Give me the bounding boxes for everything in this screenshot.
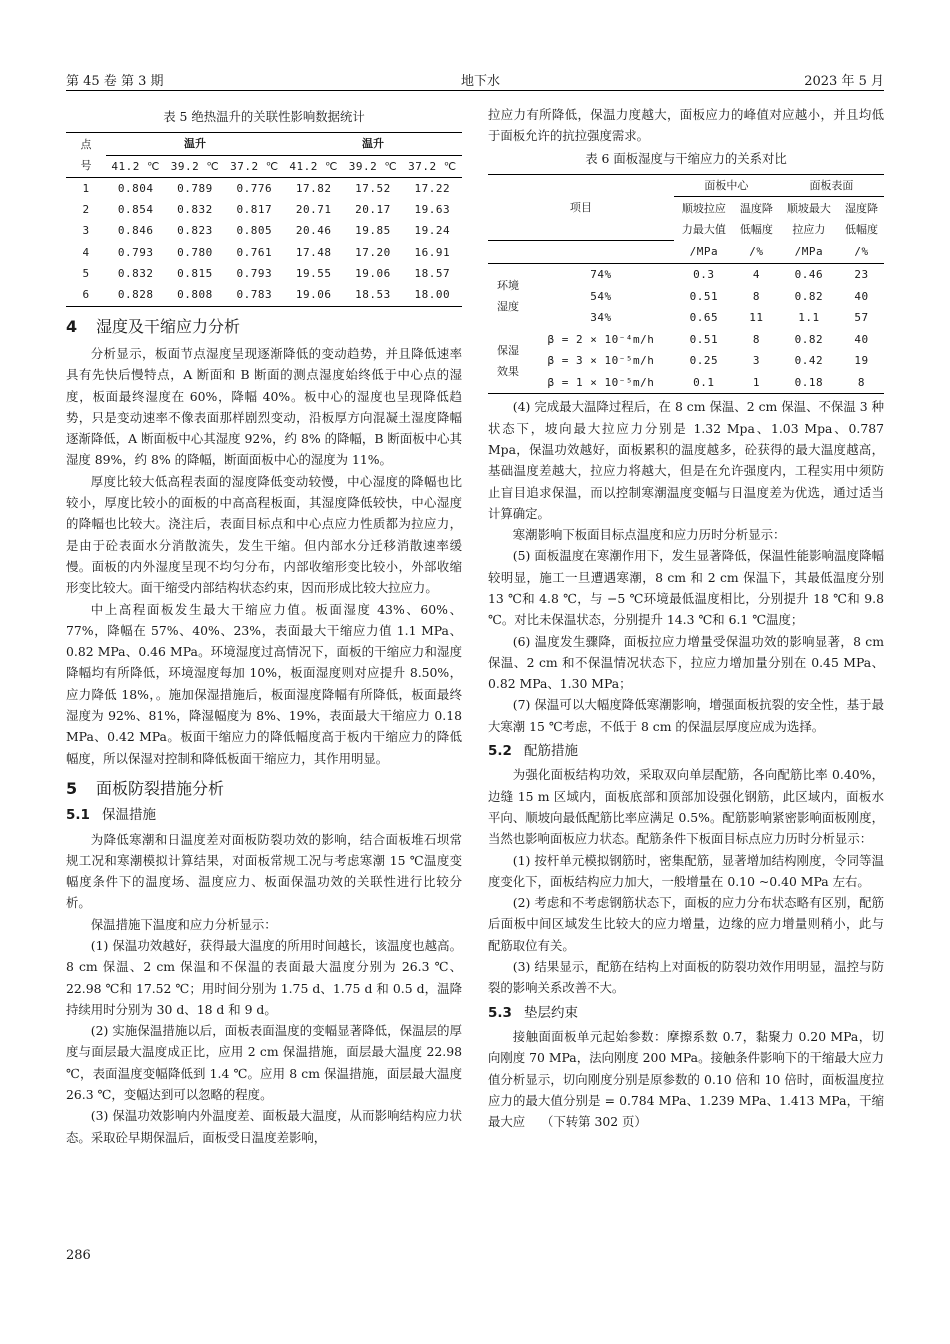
table6-cell: β = 1 × 10⁻⁵m/h [547, 375, 655, 389]
table6-cell: 0.46 [794, 267, 824, 281]
table6-sub2: 低幅度 [739, 223, 773, 237]
sec51-paragraph-5: (3) 保温功效影响内外温度差、面板最大温度，从而影响结构应力状态。采取砼早期保温后，面板受日温度差影响， [66, 1108, 462, 1145]
continued-paragraph: 拉应力有所降低，保温力度越大，面板应力的峰值对应越小，并且均低于面板允许的抗拉强度需求。 [488, 107, 884, 144]
table5-cell: 20.17 [355, 203, 391, 217]
sec53-paragraph-1: 接触面面板单元起始参数：摩擦系数 0.7，黏聚力 0.20 MPa，切向刚度 70 MPa，法向刚度 200 MPa。接触条件影响下的干缩最大应力值分析显示，切向刚度分别是原参数的 0.10 倍和 10 倍时，面板温度拉应力的最大值分别是 = 0.784 MPa、1.239 MPa、1.413 MPa，干缩最大应 （下转第 302 页） [488, 1028, 884, 1130]
table6-cell: 11 [749, 311, 764, 325]
table6-row [488, 285, 884, 307]
table6-cell: 0.51 [689, 332, 719, 346]
table6-sub: 湿度降 [844, 201, 878, 215]
sec51-paragraph-2: 保温措施下温度和应力分析显示： [90, 916, 277, 932]
table6-cell: 0.18 [794, 375, 824, 389]
table6-cell: 1 [752, 375, 760, 389]
sec52-paragraph-1: 为强化面板结构功效，采取双向单层配筋，各向配筋比率 0.40%，边缝 15 m 区域内，面板底部和顶部加设强化钢筋，此区域内，面板水平向、顺坡向最低配筋比率应满足 0.5%。配筋影响紧密影响面板刚度，当然也影响面板应力状态。配筋条件下板面目标点应力历时分析显示： [488, 767, 884, 847]
table5-temp: 37.2 ℃ [230, 159, 279, 173]
continued-note: （下转第 302 页） [540, 1114, 647, 1130]
table5-cell: 0.817 [236, 203, 273, 217]
table6-cell: β = 3 × 10⁻⁵m/h [547, 354, 655, 368]
table6-unit: /MPa [794, 245, 824, 259]
table6-sub: 温度降 [739, 201, 773, 215]
table5-cell: 0.808 [177, 288, 213, 302]
right-column [488, 104, 884, 1132]
page-number: 286 [66, 1248, 91, 1263]
table5-cell: 4 [82, 245, 90, 259]
table5-group2: 温升 [284, 133, 462, 155]
table6-cell: 23 [854, 267, 869, 281]
table6-sub: 顺坡拉应 [681, 201, 726, 215]
table6-cell: 0.51 [689, 289, 719, 303]
table6-cell: 40 [854, 289, 869, 303]
table5-cell: 19.06 [355, 267, 391, 281]
table5-group1: 温升 [106, 133, 284, 155]
running-header [66, 70, 884, 91]
table6 [488, 174, 884, 394]
section-5-3-heading: 5.3 垫层约束 [488, 1004, 578, 1021]
table5-cell: 0.832 [117, 267, 154, 281]
table6-caption: 表 6 面板湿度与干缩应力的关系对比 [585, 150, 787, 166]
header-volume: 第 45 卷 第 3 期 [66, 74, 164, 89]
table5-cell: 0.789 [177, 181, 213, 195]
table6-cell: 8 [857, 375, 866, 389]
table5-caption: 表 5 绝热温升的关联性影响数据统计 [163, 109, 365, 124]
table6-row [488, 329, 884, 351]
sec51-paragraph-6: (4) 完成最大温降过程后，在 8 cm 保温、2 cm 保温、不保温 3 种状态下，坡向最大拉应力分别是 1.32 Mpa、1.03 Mpa、0.787 Mpa，保温功效越好，面板累积的温度越多，砼获得的最大温度越高，基础温度差越大，拉应力将越大，但是在允许强度内，工程实用中须防止盲目追求保温，而以控制寒潮温度变幅与日温度差为优选，通过适当计算确定。 [488, 399, 884, 521]
table5-head-point: 点 [80, 137, 92, 151]
table6-cell: 74% [590, 267, 612, 281]
table5-cell: 19.55 [295, 267, 332, 281]
header-date: 2023 年 5 月 [804, 74, 884, 89]
table5-cell: 3 [82, 224, 90, 238]
table5-cell: 19.85 [355, 224, 391, 238]
table5-cell: 6 [82, 288, 90, 302]
table6-cell: 0.3 [693, 267, 715, 281]
table5-cell: 0.823 [177, 224, 213, 238]
table5-cell: 0.776 [236, 181, 273, 195]
table6-cell: 57 [854, 311, 869, 325]
section-5-2-heading: 5.2 配筋措施 [488, 743, 578, 760]
sec51-paragraph-9: (7) 保温可以大幅度降低寒潮影响，增强面板抗裂的安全性，基于最大寒潮 15 ℃考虑，不低于 8 cm 的保温层厚度应成为选择。 [488, 697, 884, 734]
table5-cell: 17.82 [295, 181, 332, 195]
sec4-paragraph-2: 厚度比较大低高程表面的湿度降低变动较慢，中心湿度的降幅也比较小，厚度比较小的面板的中高高程板面，其湿度降低较快，中心湿度的降幅也比较大。浇注后，表面目标点和中心点应力性质都为拉应力，是由于砼表面水分消散流失，发生干缩。但内部水分迁移消散速率缓慢。面板的内外湿度呈现不均匀分布，内部收缩形变比较小，外部收缩形变比较大。面干缩受内部结构状态约束，因而形成比较大拉应力。 [66, 473, 462, 596]
table6-cell: 8 [752, 289, 760, 303]
table5-cell: 2 [82, 203, 90, 217]
table6-group-center: 面板中心 [674, 174, 779, 197]
table5-cell: 0.828 [117, 288, 154, 302]
table6-group-label: 环境 湿度 [497, 278, 519, 314]
table5-cell: 0.793 [236, 267, 273, 281]
table6-cell: 40 [854, 332, 869, 346]
table5-cell: 19.63 [414, 203, 451, 217]
section-5-1-heading: 5.1 保温措施 [66, 807, 156, 824]
table6-unit: /% [854, 245, 869, 259]
sec51-paragraph-8: (6) 温度发生骤降，面板拉应力增量受保温功效的影响显著，8 cm 保温、2 cm 和不保温情况状态下，拉应力增加量分别在 0.45 MPa、0.82 MPa、1.30 MPa； [488, 633, 884, 692]
table5-cell: 0.832 [177, 203, 213, 217]
table5-row [66, 263, 462, 284]
table5-cell: 0.793 [117, 245, 154, 259]
table5-cell: 20.71 [295, 203, 332, 217]
table6-cell: 3 [752, 354, 760, 368]
table5-row [66, 177, 462, 199]
table5-cell: 0.846 [117, 224, 154, 238]
table5-cell: 19.06 [295, 288, 332, 302]
sec51-paragraph-3: (1) 保温功效越好，获得最大温度的所用时间越长，该温度也越高。8 cm 保温、2 cm 保温和不保温的表面最大温度分别为 26.3 ℃、22.98 ℃和 17.52 ℃；用时间分别为 1.75 d、1.75 d 和 0.5 d，温降持续用时分别为 30 d、18 d 和 9 d。 [66, 937, 462, 1017]
table5-cell: 19.24 [414, 224, 451, 238]
table6-cell: 0.1 [693, 375, 715, 389]
table5-cell: 18.00 [414, 288, 451, 302]
table5-cell: 0.805 [236, 224, 273, 238]
table5-cell: 5 [82, 267, 90, 281]
table6-group-label: 保湿 效果 [497, 343, 519, 378]
table5-temp: 41.2 ℃ [111, 159, 160, 173]
table6-item-head: 项目 [488, 174, 674, 240]
sec52-paragraph-4: (3) 结果显示，配筋在结构上对面板的防裂功效作用明显，温控与防裂的影响关系改善不大。 [488, 959, 884, 996]
table6-cell: 0.42 [794, 354, 824, 368]
table5-cell: 0.804 [117, 181, 154, 195]
table5-row [66, 199, 462, 220]
table5-cell: 0.783 [236, 288, 273, 302]
table6-cell: 4 [752, 267, 760, 281]
sec4-paragraph-3: 中上高程面板发生最大干缩应力值。板面湿度 43%、60%、77%，降幅在 57%、40%、23%，表面最大干缩应力值 1.1 MPa、0.82 MPa、0.46 MPa。环境湿度过高情况下，面板的干缩应力和湿度降幅均有所降低，环境湿度每加 10%，板面湿度则对应提升 8.50%，应力降低 18%，。施加保湿措施后，板面湿度降幅有所降低，板面最终湿度为 92%、81%，降湿幅度为 8%、19%，表面最大干缩应力 0.18 MPa、0.42 MPa。板面干缩应力的降低幅度高于板内干缩应力的降低幅度，所以保湿对控制和降低板面干缩应力，其作用明显。 [66, 601, 462, 766]
table5-row [66, 220, 462, 241]
table5-temp: 41.2 ℃ [289, 159, 338, 173]
table6-sub2: 力最大值 [681, 223, 726, 237]
sec52-paragraph-3: (2) 考虑和不考虑钢筋状态下，面板的应力分布状态略有区别，配筋后面板中间区域发生比较大的应力增量，边缘的应力增量则稍小，此与配筋取位有关。 [488, 895, 884, 953]
table5-cell: 1 [82, 181, 90, 195]
table6-cell: β = 2 × 10⁻⁴m/h [547, 332, 655, 346]
table5-cell: 0.761 [236, 245, 273, 259]
table6-unit: /% [749, 245, 764, 259]
table5-row [66, 284, 462, 306]
table6-group-surface: 面板表面 [779, 174, 884, 197]
table5-cell: 0.815 [177, 267, 213, 281]
cold-wave-intro: 寒潮影响下板面目标点温度和应力历时分析显示： [512, 527, 786, 543]
sec51-paragraph-4: (2) 实施保温措施以后，面板表面温度的变幅显著降低，保温层的厚度与面层最大温度成正比，应用 2 cm 保温措施，面层最大温度 22.98 ℃，表面温度变幅降低到 1.4 ℃。应用 8 cm 保温措施，面层最大温度 26.3 ℃，变幅达到可以忽略的程度。 [66, 1023, 462, 1103]
table6-row [488, 307, 884, 329]
table6-row [488, 263, 884, 285]
table6-cell: 34% [590, 311, 612, 325]
section-4-heading: 4 湿度及干缩应力分析 [66, 316, 241, 336]
table5-cell: 17.20 [355, 245, 391, 259]
table5-temp: 39.2 ℃ [348, 159, 398, 173]
table6-cell: 8 [752, 332, 760, 346]
table5-cell: 17.48 [295, 245, 332, 259]
table5-cell: 18.57 [414, 267, 451, 281]
table5-temp: 39.2 ℃ [170, 159, 220, 173]
table6-cell: 0.65 [689, 311, 719, 325]
table6-sub2: 拉应力 [792, 223, 826, 237]
table6-row [488, 350, 884, 372]
table6-cell: 0.82 [794, 289, 824, 303]
table5-cell: 0.780 [177, 245, 213, 259]
table5-row [66, 242, 462, 263]
table5-cell: 17.22 [414, 181, 451, 195]
sec51-paragraph-1: 为降低寒潮和日温度差对面板防裂功效的影响，结合面板堆石坝常规工况和寒潮模拟计算结果，对面板常规工况与考虑寒潮 15 ℃温度变幅度条件下的温度场、温度应力、板面保温功效的关联性进行比较分析。 [66, 831, 462, 911]
table5-cell: 16.91 [414, 245, 451, 259]
table6-row [488, 372, 884, 394]
sec52-paragraph-2: (1) 按杆单元模拟钢筋时，密集配筋，显著增加结构刚度，令同等温度变化下，面板结构应力加大，一般增量在 0.10 ~0.40 MPa 左右。 [488, 852, 884, 889]
header-journal: 地下水 [461, 74, 501, 89]
table6-cell: 19 [854, 354, 869, 368]
table6-sub2: 低幅度 [844, 223, 878, 237]
left-column [66, 100, 462, 1148]
table5-head-point-2: 号 [80, 159, 92, 173]
table6-cell: 1.1 [798, 311, 820, 325]
table5 [66, 132, 462, 306]
sec4-paragraph-1: 分析显示，板面节点湿度呈现逐渐降低的变动趋势，并且降低速率具有先快后慢特点，A 断面和 B 断面的测点湿度始终低于中心点的湿度，板面最终湿度在 60%，降幅 40%。板中心的湿度也呈现降低趋势，只是变动速率不像表面那样剧烈变动，沿板厚方向混凝土湿度降幅逐渐降低，A 断面板中心其湿度 92%，约 8% 的降幅，B 断面板中心其湿度 89%，约 8% 的降幅，断面面板中心的湿度为 11%。 [66, 345, 462, 468]
section-5-heading: 5 面板防裂措施分析 [66, 778, 225, 798]
table6-unit: /MPa [689, 245, 719, 259]
table6-cell: 54% [590, 289, 612, 303]
table6-sub: 顺坡最大 [786, 201, 831, 215]
sec51-paragraph-7: (5) 面板温度在寒潮作用下，发生显著降低，保温性能影响温度降幅较明显，施工一旦遭遇寒潮，8 cm 和 2 cm 保温下，其最低温度分别 13 ℃和 4.8 ℃，与 −5 ℃环境最低温度相比，分别提升 18 ℃和 9.8 ℃。对比未保温状态，分别提升 14.3 ℃和 6.1 ℃温度； [488, 548, 884, 628]
table6-cell: 0.25 [689, 354, 719, 368]
table6-cell: 0.82 [794, 332, 824, 346]
table5-cell: 20.46 [295, 224, 332, 238]
table5-temp: 37.2 ℃ [408, 159, 457, 173]
table5-cell: 0.854 [117, 203, 154, 217]
table5-cell: 18.53 [355, 288, 391, 302]
table5-cell: 17.52 [355, 181, 391, 195]
